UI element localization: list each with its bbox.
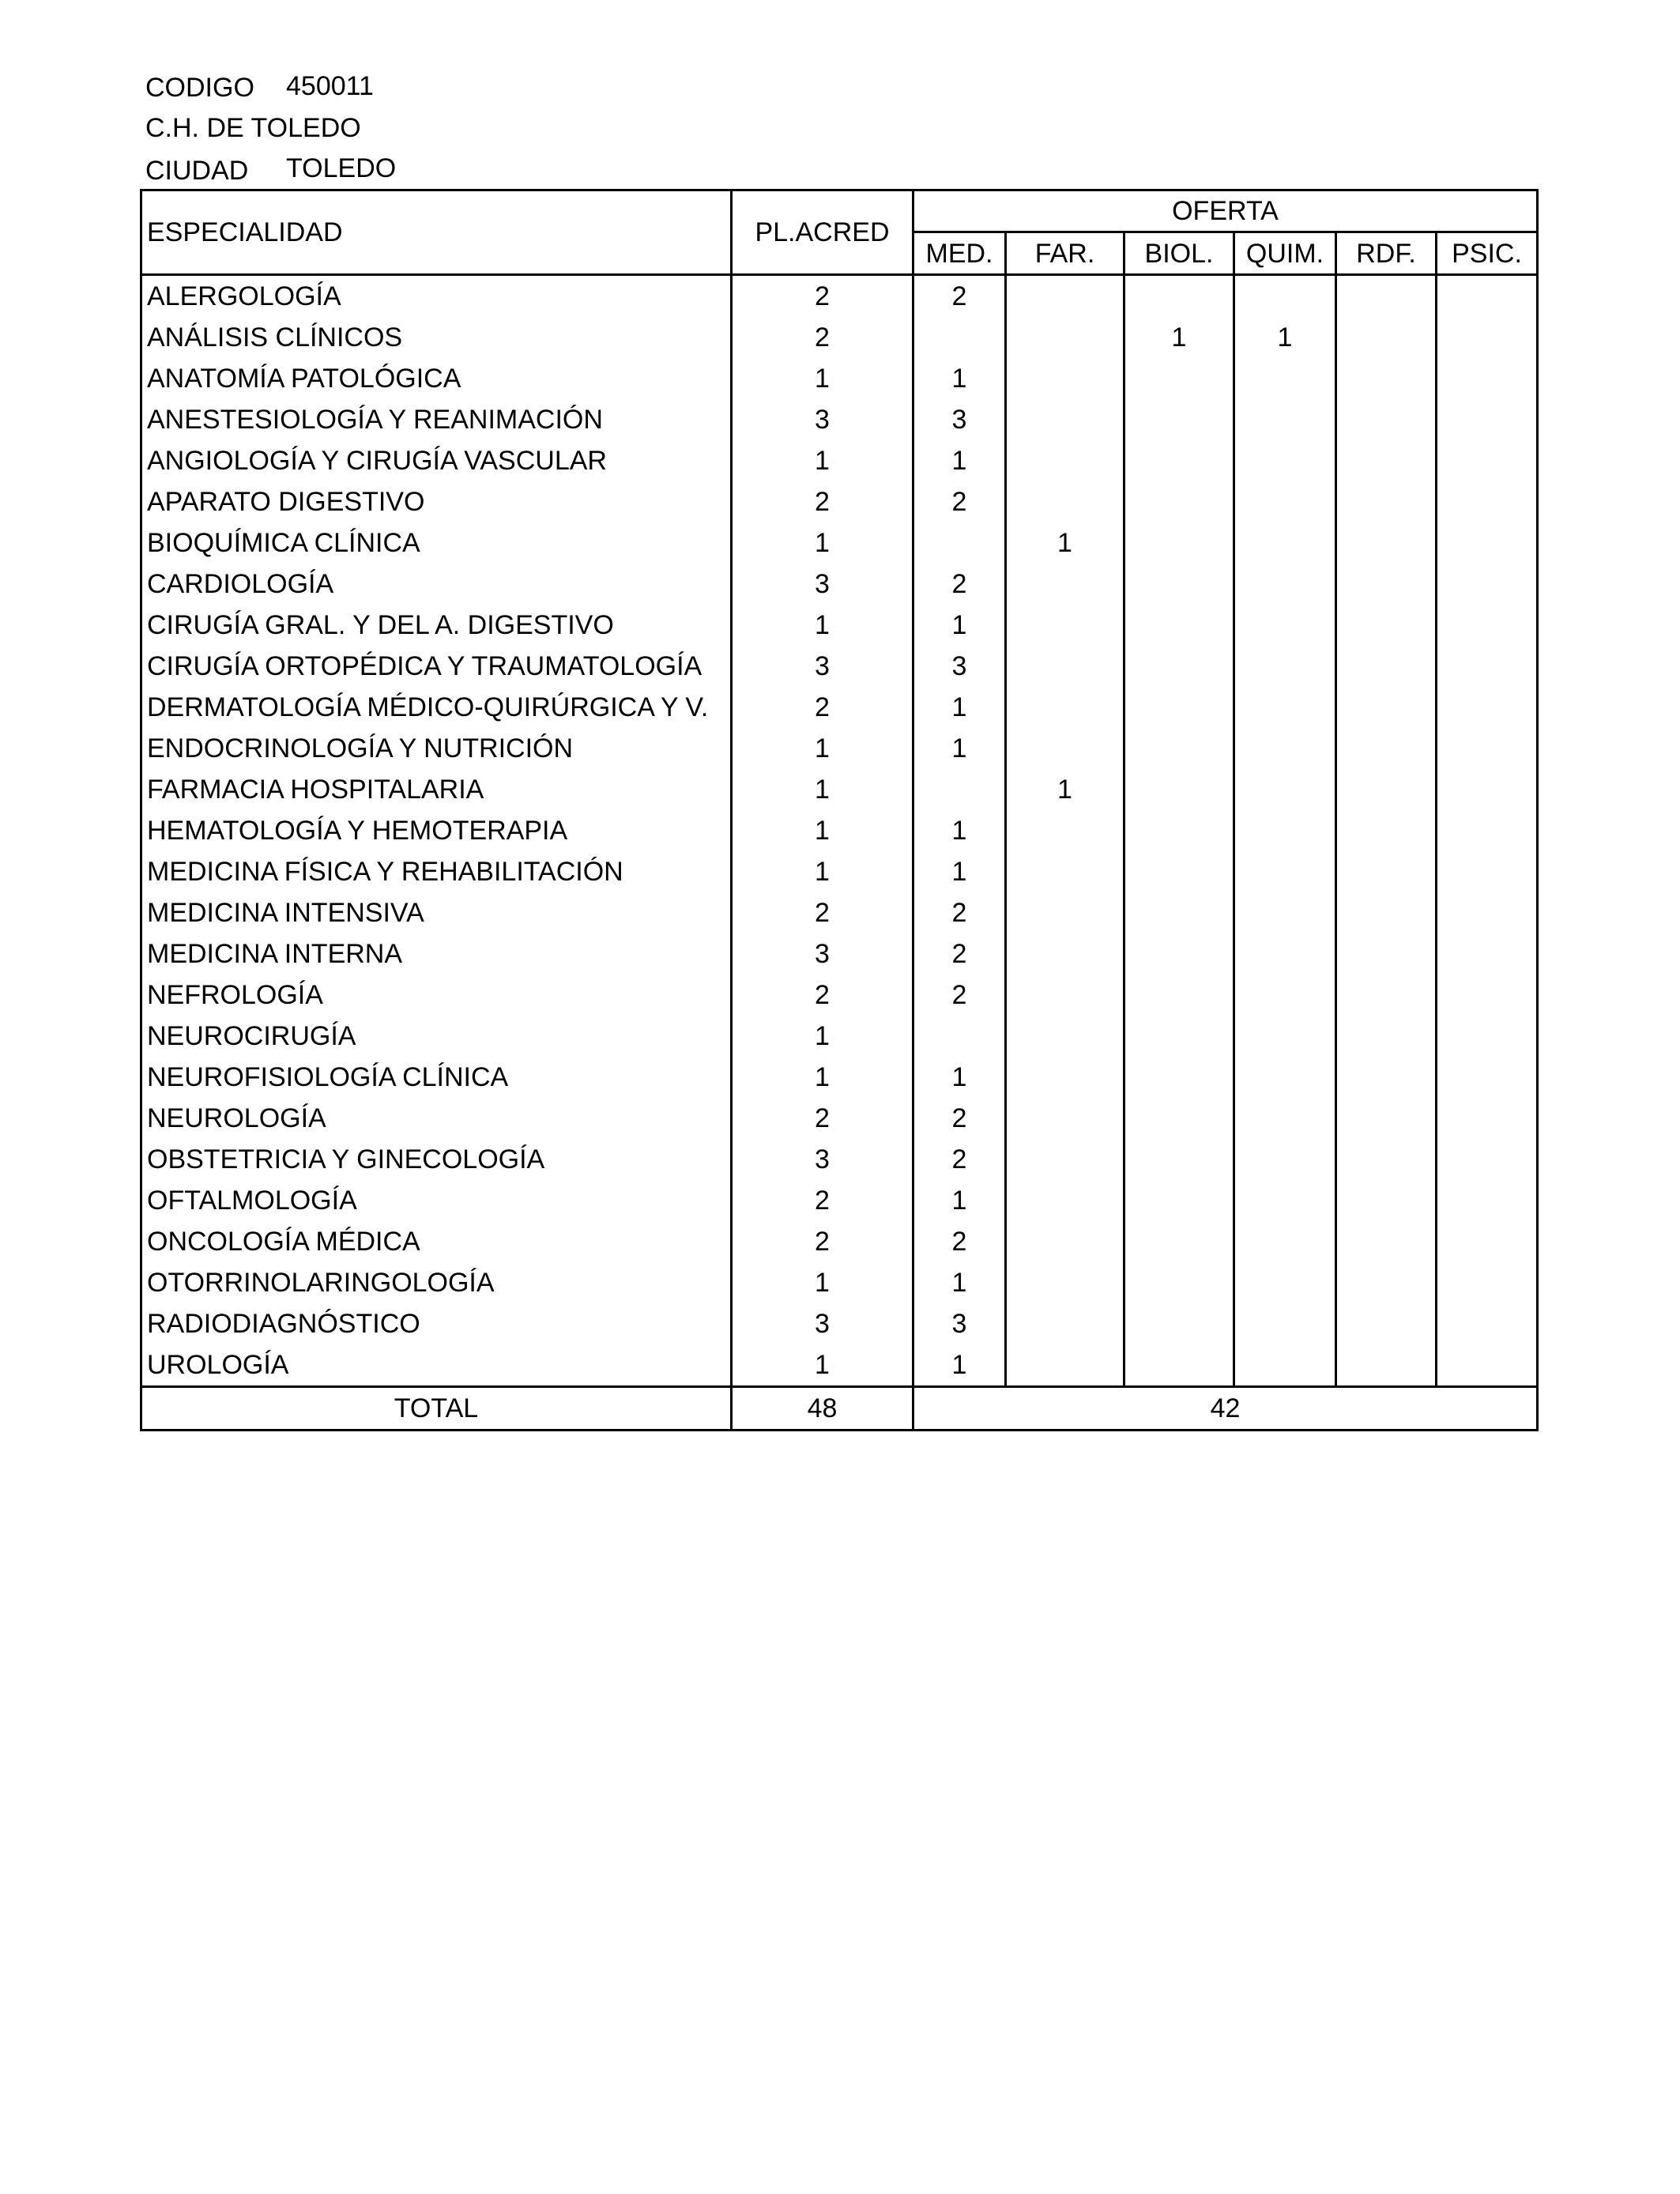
especialidad-cell: MEDICINA FÍSICA Y REHABILITACIÓN xyxy=(147,857,623,887)
especialidad-cell: MEDICINA INTENSIVA xyxy=(147,898,424,928)
quim-cell xyxy=(1234,1262,1336,1303)
especialidad-cell: ALERGOLOGÍA xyxy=(147,281,341,311)
quim-cell xyxy=(1234,974,1336,1016)
biol-cell xyxy=(1124,440,1234,481)
placred-cell: 1 xyxy=(732,605,913,646)
far-cell xyxy=(1006,892,1124,933)
especialidad-cell: CARDIOLOGÍA xyxy=(147,569,334,599)
placred-cell: 1 xyxy=(732,440,913,481)
biol-cell: 1 xyxy=(1124,317,1234,358)
med-cell: 1 xyxy=(913,440,1006,481)
far-cell: 1 xyxy=(1006,522,1124,564)
placred-cell: 1 xyxy=(732,769,913,810)
table-row xyxy=(141,317,1538,358)
quim-cell xyxy=(1234,687,1336,728)
rdf-cell xyxy=(1336,605,1437,646)
biol-cell xyxy=(1124,810,1234,851)
far-cell xyxy=(1006,1139,1124,1180)
header-oferta: OFERTA xyxy=(913,190,1538,232)
table-body xyxy=(141,275,1538,1387)
far-cell xyxy=(1006,933,1124,974)
biol-cell xyxy=(1124,275,1234,318)
subheader-med: MED. xyxy=(913,232,1006,275)
rdf-cell xyxy=(1336,1303,1437,1344)
rdf-cell xyxy=(1336,1057,1437,1098)
psic-cell xyxy=(1437,605,1538,646)
especialidad-cell: RADIODIAGNÓSTICO xyxy=(147,1309,420,1339)
especialidad-cell: OFTALMOLOGÍA xyxy=(147,1186,357,1216)
especialidad-cell: APARATO DIGESTIVO xyxy=(147,487,425,517)
med-cell: 1 xyxy=(913,728,1006,769)
med-cell: 2 xyxy=(913,1139,1006,1180)
header-placred: PL.ACRED xyxy=(732,190,913,275)
especialidad-cell: OTORRINOLARINGOLOGÍA xyxy=(147,1268,495,1298)
med-cell: 3 xyxy=(913,1303,1006,1344)
biol-cell xyxy=(1124,892,1234,933)
med-cell: 1 xyxy=(913,1262,1006,1303)
far-cell xyxy=(1006,1180,1124,1221)
rdf-cell xyxy=(1336,687,1437,728)
especialidad-cell: BIOQUÍMICA CLÍNICA xyxy=(147,528,420,558)
biol-cell xyxy=(1124,1221,1234,1262)
psic-cell xyxy=(1437,564,1538,605)
placred-cell: 3 xyxy=(732,1303,913,1344)
subheader-rdf: RDF. xyxy=(1336,232,1437,275)
far-cell xyxy=(1006,440,1124,481)
especialidad-cell: CIRUGÍA GRAL. Y DEL A. DIGESTIVO xyxy=(147,610,614,640)
psic-cell xyxy=(1437,769,1538,810)
med-cell: 2 xyxy=(913,974,1006,1016)
quim-cell xyxy=(1234,1180,1336,1221)
especialidad-cell: HEMATOLOGÍA Y HEMOTERAPIA xyxy=(147,816,568,846)
codigo-value: 450011 xyxy=(286,71,374,101)
med-cell: 1 xyxy=(913,1057,1006,1098)
placred-cell: 1 xyxy=(732,358,913,399)
placred-cell: 2 xyxy=(732,481,913,522)
med-cell xyxy=(913,522,1006,564)
biol-cell xyxy=(1124,728,1234,769)
psic-cell xyxy=(1437,317,1538,358)
table-row xyxy=(141,1303,1538,1344)
quim-cell xyxy=(1234,1344,1336,1387)
psic-cell xyxy=(1437,1139,1538,1180)
psic-cell xyxy=(1437,851,1538,892)
table-row xyxy=(141,728,1538,769)
far-cell xyxy=(1006,564,1124,605)
placred-cell: 1 xyxy=(732,522,913,564)
rdf-cell xyxy=(1336,399,1437,440)
rdf-cell xyxy=(1336,1098,1437,1139)
far-cell xyxy=(1006,810,1124,851)
psic-cell xyxy=(1437,275,1538,318)
psic-cell xyxy=(1437,481,1538,522)
far-cell xyxy=(1006,399,1124,440)
table-row xyxy=(141,522,1538,564)
table-row xyxy=(141,1016,1538,1057)
placred-cell: 2 xyxy=(732,687,913,728)
especialidad-cell: ANATOMÍA PATOLÓGICA xyxy=(147,364,461,394)
med-cell: 2 xyxy=(913,275,1006,318)
placred-cell: 1 xyxy=(732,810,913,851)
far-cell xyxy=(1006,1221,1124,1262)
med-cell: 1 xyxy=(913,810,1006,851)
psic-cell xyxy=(1437,440,1538,481)
rdf-cell xyxy=(1336,481,1437,522)
biol-cell xyxy=(1124,1098,1234,1139)
ciudad-label: CIUDAD xyxy=(145,156,249,186)
psic-cell xyxy=(1437,892,1538,933)
especialidad-cell: FARMACIA HOSPITALARIA xyxy=(147,775,484,805)
table-row xyxy=(141,1139,1538,1180)
table-row xyxy=(141,687,1538,728)
total-row xyxy=(141,1387,1538,1431)
especialidad-cell: OBSTETRICIA Y GINECOLOGÍA xyxy=(147,1144,545,1174)
table-row xyxy=(141,933,1538,974)
especialidad-cell: ENDOCRINOLOGÍA Y NUTRICIÓN xyxy=(147,733,574,763)
table-row xyxy=(141,275,1538,318)
table-row xyxy=(141,769,1538,810)
table-row xyxy=(141,564,1538,605)
placred-cell: 1 xyxy=(732,728,913,769)
quim-cell: 1 xyxy=(1234,317,1336,358)
table-row xyxy=(141,1221,1538,1262)
table-row xyxy=(141,481,1538,522)
med-cell xyxy=(913,769,1006,810)
quim-cell xyxy=(1234,851,1336,892)
far-cell xyxy=(1006,605,1124,646)
table-row xyxy=(141,1344,1538,1387)
quim-cell xyxy=(1234,358,1336,399)
quim-cell xyxy=(1234,605,1336,646)
biol-cell xyxy=(1124,851,1234,892)
far-cell xyxy=(1006,851,1124,892)
placred-cell: 2 xyxy=(732,1098,913,1139)
subheader-psic: PSIC. xyxy=(1437,232,1538,275)
med-cell: 2 xyxy=(913,1221,1006,1262)
placred-cell: 1 xyxy=(732,1262,913,1303)
especialidad-cell: DERMATOLOGÍA MÉDICO-QUIRÚRGICA Y V. xyxy=(147,692,709,722)
especialidad-cell: NEUROCIRUGÍA xyxy=(147,1021,356,1051)
psic-cell xyxy=(1437,1303,1538,1344)
far-cell xyxy=(1006,275,1124,318)
med-cell: 2 xyxy=(913,892,1006,933)
table-row xyxy=(141,440,1538,481)
med-cell: 1 xyxy=(913,1344,1006,1387)
far-cell xyxy=(1006,1057,1124,1098)
psic-cell xyxy=(1437,1221,1538,1262)
quim-cell xyxy=(1234,1016,1336,1057)
ciudad-value: TOLEDO xyxy=(286,153,397,183)
psic-cell xyxy=(1437,933,1538,974)
rdf-cell xyxy=(1336,1262,1437,1303)
far-cell xyxy=(1006,1098,1124,1139)
subheader-biol: BIOL. xyxy=(1124,232,1234,275)
subheader-far: FAR. xyxy=(1006,232,1124,275)
placred-cell: 3 xyxy=(732,933,913,974)
biol-cell xyxy=(1124,646,1234,687)
quim-cell xyxy=(1234,646,1336,687)
quim-cell xyxy=(1234,1303,1336,1344)
rdf-cell xyxy=(1336,1016,1437,1057)
placred-cell: 2 xyxy=(732,1180,913,1221)
placred-cell: 3 xyxy=(732,564,913,605)
biol-cell xyxy=(1124,1262,1234,1303)
rdf-cell xyxy=(1336,1139,1437,1180)
hospital-name: C.H. DE TOLEDO xyxy=(145,113,361,143)
quim-cell xyxy=(1234,522,1336,564)
psic-cell xyxy=(1437,687,1538,728)
biol-cell xyxy=(1124,481,1234,522)
psic-cell xyxy=(1437,522,1538,564)
far-cell xyxy=(1006,481,1124,522)
especialidad-cell: NEFROLOGÍA xyxy=(147,980,323,1010)
biol-cell xyxy=(1124,1344,1234,1387)
subheader-quim: QUIM. xyxy=(1234,232,1336,275)
far-cell xyxy=(1006,1016,1124,1057)
far-cell: 1 xyxy=(1006,769,1124,810)
placred-cell: 1 xyxy=(732,851,913,892)
quim-cell xyxy=(1234,1057,1336,1098)
quim-cell xyxy=(1234,481,1336,522)
biol-cell xyxy=(1124,564,1234,605)
med-cell: 1 xyxy=(913,358,1006,399)
table-row xyxy=(141,1180,1538,1221)
table-row xyxy=(141,892,1538,933)
rdf-cell xyxy=(1336,358,1437,399)
psic-cell xyxy=(1437,1016,1538,1057)
total-placred: 48 xyxy=(732,1387,913,1431)
quim-cell xyxy=(1234,1221,1336,1262)
biol-cell xyxy=(1124,933,1234,974)
table-row xyxy=(141,1057,1538,1098)
quim-cell xyxy=(1234,728,1336,769)
especialidad-cell: ANÁLISIS CLÍNICOS xyxy=(147,322,403,352)
especialidad-cell: ANGIOLOGÍA Y CIRUGÍA VASCULAR xyxy=(147,446,607,476)
table-row xyxy=(141,974,1538,1016)
especialidad-cell: CIRUGÍA ORTOPÉDICA Y TRAUMATOLOGÍA xyxy=(147,651,703,681)
psic-cell xyxy=(1437,1344,1538,1387)
table-row xyxy=(141,851,1538,892)
quim-cell xyxy=(1234,1139,1336,1180)
rdf-cell xyxy=(1336,440,1437,481)
placred-cell: 3 xyxy=(732,399,913,440)
placred-cell: 2 xyxy=(732,892,913,933)
quim-cell xyxy=(1234,440,1336,481)
rdf-cell xyxy=(1336,933,1437,974)
psic-cell xyxy=(1437,646,1538,687)
table-row xyxy=(141,358,1538,399)
rdf-cell xyxy=(1336,851,1437,892)
especialidad-cell: NEUROFISIOLOGÍA CLÍNICA xyxy=(147,1062,509,1092)
med-cell xyxy=(913,1016,1006,1057)
especialidad-cell: NEUROLOGÍA xyxy=(147,1103,326,1133)
rdf-cell xyxy=(1336,646,1437,687)
rdf-cell xyxy=(1336,522,1437,564)
quim-cell xyxy=(1234,275,1336,318)
placred-cell: 3 xyxy=(732,646,913,687)
biol-cell xyxy=(1124,769,1234,810)
plazas-table xyxy=(140,189,1539,1431)
placred-cell: 2 xyxy=(732,275,913,318)
far-cell xyxy=(1006,358,1124,399)
table-row xyxy=(141,399,1538,440)
far-cell xyxy=(1006,1262,1124,1303)
psic-cell xyxy=(1437,810,1538,851)
rdf-cell xyxy=(1336,974,1437,1016)
med-cell: 2 xyxy=(913,933,1006,974)
quim-cell xyxy=(1234,892,1336,933)
table-row xyxy=(141,646,1538,687)
biol-cell xyxy=(1124,974,1234,1016)
especialidad-cell: MEDICINA INTERNA xyxy=(147,939,403,969)
rdf-cell xyxy=(1336,892,1437,933)
med-cell: 1 xyxy=(913,687,1006,728)
rdf-cell xyxy=(1336,728,1437,769)
psic-cell xyxy=(1437,1180,1538,1221)
rdf-cell xyxy=(1336,564,1437,605)
far-cell xyxy=(1006,317,1124,358)
psic-cell xyxy=(1437,1262,1538,1303)
placred-cell: 2 xyxy=(732,974,913,1016)
quim-cell xyxy=(1234,810,1336,851)
rdf-cell xyxy=(1336,1344,1437,1387)
biol-cell xyxy=(1124,358,1234,399)
rdf-cell xyxy=(1336,275,1437,318)
far-cell xyxy=(1006,687,1124,728)
table-row xyxy=(141,810,1538,851)
table-row xyxy=(141,1098,1538,1139)
biol-cell xyxy=(1124,1180,1234,1221)
total-oferta: 42 xyxy=(913,1387,1538,1431)
med-cell: 2 xyxy=(913,1098,1006,1139)
far-cell xyxy=(1006,728,1124,769)
quim-cell xyxy=(1234,1098,1336,1139)
table-row xyxy=(141,605,1538,646)
biol-cell xyxy=(1124,1016,1234,1057)
psic-cell xyxy=(1437,974,1538,1016)
quim-cell xyxy=(1234,399,1336,440)
especialidad-cell: ANESTESIOLOGÍA Y REANIMACIÓN xyxy=(147,405,603,435)
header-especialidad: ESPECIALIDAD xyxy=(141,190,732,275)
psic-cell xyxy=(1437,358,1538,399)
codigo-label: CODIGO xyxy=(145,73,254,103)
med-cell: 2 xyxy=(913,481,1006,522)
placred-cell: 2 xyxy=(732,1221,913,1262)
far-cell xyxy=(1006,1344,1124,1387)
total-label: TOTAL xyxy=(141,1387,732,1431)
especialidad-cell: UROLOGÍA xyxy=(147,1350,289,1380)
quim-cell xyxy=(1234,769,1336,810)
placred-cell: 2 xyxy=(732,317,913,358)
far-cell xyxy=(1006,646,1124,687)
biol-cell xyxy=(1124,687,1234,728)
med-cell: 3 xyxy=(913,646,1006,687)
psic-cell xyxy=(1437,1098,1538,1139)
placred-cell: 3 xyxy=(732,1139,913,1180)
rdf-cell xyxy=(1336,1221,1437,1262)
biol-cell xyxy=(1124,522,1234,564)
psic-cell xyxy=(1437,399,1538,440)
med-cell: 3 xyxy=(913,399,1006,440)
biol-cell xyxy=(1124,399,1234,440)
rdf-cell xyxy=(1336,317,1437,358)
biol-cell xyxy=(1124,1303,1234,1344)
far-cell xyxy=(1006,974,1124,1016)
placred-cell: 1 xyxy=(732,1057,913,1098)
quim-cell xyxy=(1234,933,1336,974)
table-row xyxy=(141,1262,1538,1303)
med-cell: 1 xyxy=(913,605,1006,646)
psic-cell xyxy=(1437,1057,1538,1098)
rdf-cell xyxy=(1336,769,1437,810)
quim-cell xyxy=(1234,564,1336,605)
med-cell: 2 xyxy=(913,564,1006,605)
especialidad-cell: ONCOLOGÍA MÉDICA xyxy=(147,1227,420,1257)
med-cell xyxy=(913,317,1006,358)
med-cell: 1 xyxy=(913,1180,1006,1221)
far-cell xyxy=(1006,1303,1124,1344)
placred-cell: 1 xyxy=(732,1344,913,1387)
rdf-cell xyxy=(1336,1180,1437,1221)
rdf-cell xyxy=(1336,810,1437,851)
biol-cell xyxy=(1124,1139,1234,1180)
med-cell: 1 xyxy=(913,851,1006,892)
psic-cell xyxy=(1437,728,1538,769)
biol-cell xyxy=(1124,1057,1234,1098)
placred-cell: 1 xyxy=(732,1016,913,1057)
biol-cell xyxy=(1124,605,1234,646)
